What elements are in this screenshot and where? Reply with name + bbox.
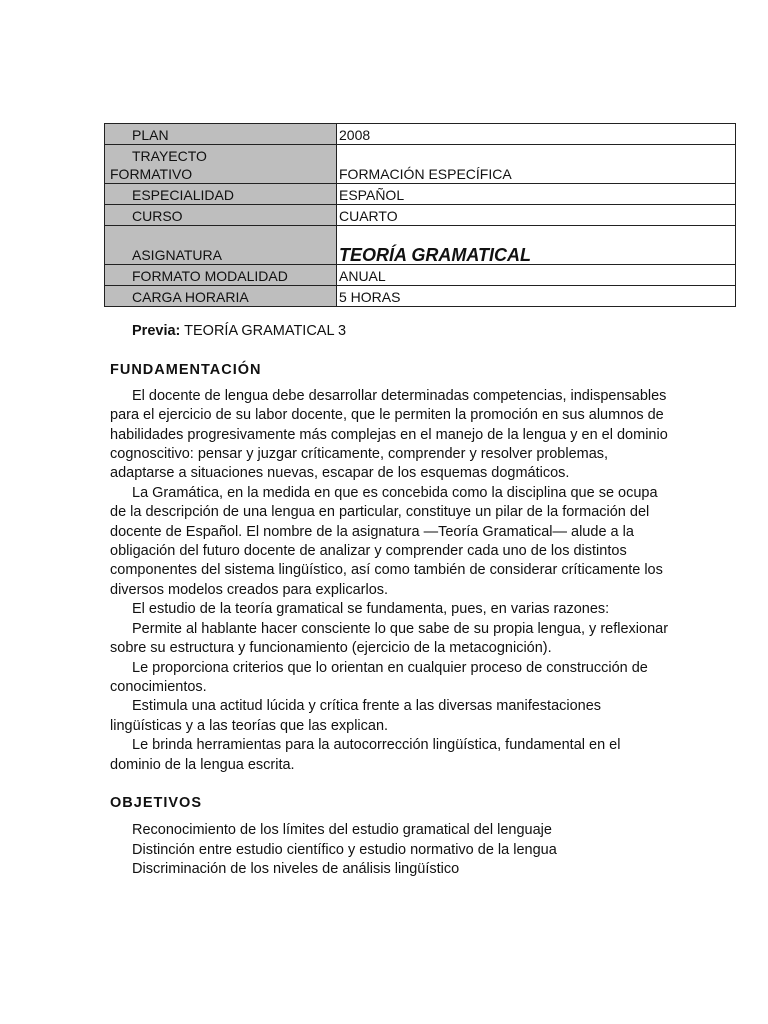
- section-spacer: [110, 775, 670, 794]
- trayecto-label: [105, 145, 337, 184]
- previa-label: Previa:: [132, 323, 181, 339]
- paragraph: Permite al hablante hacer consciente lo que sabe de su propia lengua, y reflexionar sobre su estructura y funcionamiento (ejercicio de la metacognición).: [110, 620, 669, 657]
- table-row-formato: [105, 265, 736, 286]
- table-row-especialidad: [105, 184, 736, 205]
- table-row-plan: [105, 124, 736, 145]
- carga-label: CARGA HORARIA: [105, 286, 337, 307]
- previa-value: TEORÍA GRAMATICAL 3: [180, 323, 347, 339]
- curso-value: CUARTO: [337, 205, 736, 226]
- paragraph: Estimula una actitud lúcida y crítica frente a las diversas manifestaciones lingüísticas y a las teorías que las explican.: [110, 698, 602, 734]
- list-item: Reconocimiento de los límites del estudio gramatical del lenguaje: [132, 822, 552, 839]
- especialidad-value: ESPAÑOL: [337, 184, 736, 205]
- previa-line: [110, 322, 670, 341]
- table-row-asignatura: [105, 226, 736, 265]
- table-row-curso: [105, 205, 736, 226]
- list-item: Distinción entre estudio científico y estudio normativo de la lengua: [132, 841, 557, 858]
- plan-value: 2008: [337, 124, 736, 145]
- asignatura-label: ASIGNATURA: [105, 226, 337, 265]
- formato-value: ANUAL: [337, 265, 736, 286]
- plan-label: PLAN: [105, 124, 337, 145]
- table-row-carga: [105, 286, 736, 307]
- table-row-trayecto: [105, 145, 736, 184]
- trayecto-label-line2: FORMATIVO: [110, 166, 193, 182]
- trayecto-value: FORMACIÓN ESPECÍFICA: [337, 145, 736, 184]
- paragraph: El estudio de la teoría gramatical se fundamenta, pues, en varias razones:: [132, 601, 610, 618]
- paragraph: El docente de lengua debe desarrollar determinadas competencias, indispensables para el ejercicio de su labor docente, que le permiten la promoción en sus alumnos de habilidades progresivamente más complejas en el manejo de la lengua y en el dominio cognoscitivo: pensar y juzgar críticamente, comprender y resolver problemas, adaptarse a situaciones nuevas, escapar de los esquemas dogmáticos.: [110, 387, 668, 482]
- asignatura-value: TEORÍA GRAMATICAL: [337, 226, 736, 265]
- fundamentacion-heading: FUNDAMENTACIÓN: [110, 362, 262, 379]
- trayecto-label-line1: TRAYECTO: [132, 148, 207, 164]
- formato-label: FORMATO MODALIDAD: [105, 265, 337, 286]
- paragraph: Le proporciona criterios que lo orientan en cualquier proceso de construcción de conocimientos.: [110, 659, 648, 695]
- objetivos-list: [110, 821, 670, 879]
- curso-label: CURSO: [105, 205, 337, 226]
- especialidad-label: ESPECIALIDAD: [105, 184, 337, 205]
- carga-value: 5 HORAS: [337, 286, 736, 307]
- paragraph: Le brinda herramientas para la autocorrección lingüística, fundamental en el dominio de la lengua escrita.: [110, 737, 621, 773]
- objetivos-heading: OBJETIVOS: [110, 794, 202, 811]
- paragraph: La Gramática, en la medida en que es concebida como la disciplina que se ocupa de la descripción de una lengua en particular, constituye un pilar de la formación del docente de Español. El nombre de la asignatura —Teoría Gramatical— alude a la obligación del futuro docente de analizar y comprender cada uno de los distintos componentes del sistema lingüístico, así como también de considerar críticamente los diversos modelos creados para explicarlos.: [110, 484, 663, 598]
- course-info-table: [104, 123, 736, 307]
- list-item: Discriminación de los niveles de análisis lingüístico: [132, 861, 460, 878]
- document-body: [110, 322, 670, 880]
